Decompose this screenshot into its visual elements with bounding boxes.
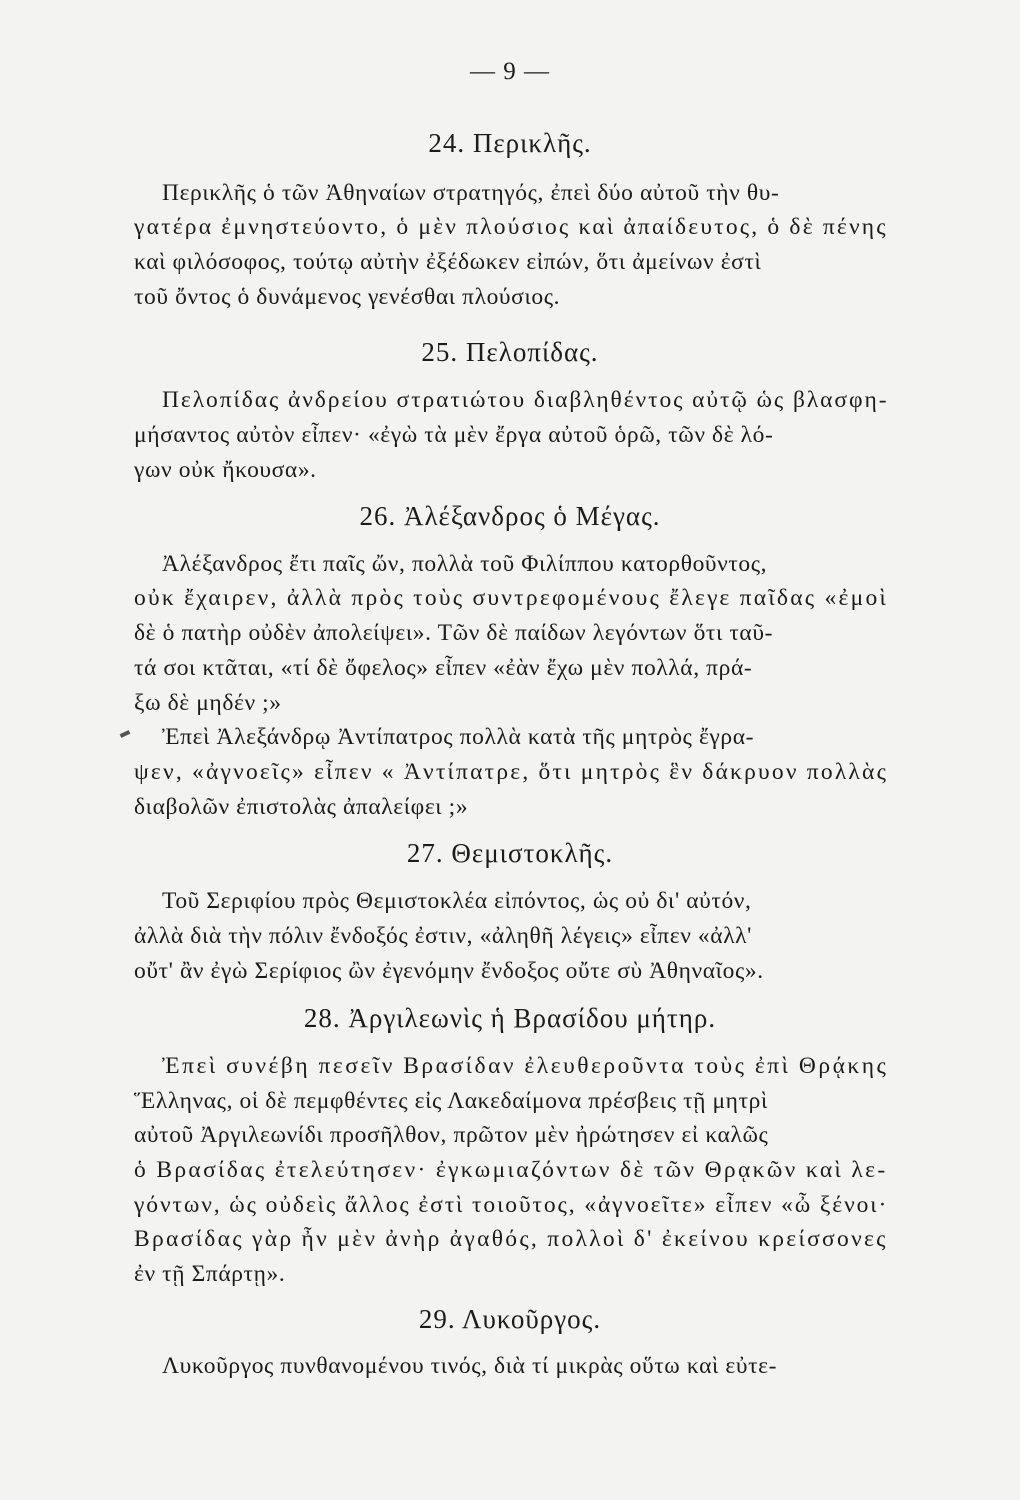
section-heading: 28. Ἀργιλεωνὶς ἡ Βρασίδου μήτηρ.	[303, 1003, 717, 1033]
text-line: γόντων, ὡς οὐδεὶς ἄλλος ἐστὶ τοιοῦτος, «ἀγνοεῖτε» εἶπεν «ὦ ξένοι·	[134, 1192, 889, 1218]
text-line: τοῦ ὄντος ὁ δυνάμενος γενέσθαι πλούσιος.	[134, 284, 561, 310]
text-line: Λυκοῦργος πυνθανομένου τινός, διὰ τί μικρὰς οὕτω καὶ εὐτε-	[162, 1353, 778, 1379]
text-line: γατέρα ἐμνηστεύοντο, ὁ μὲν πλούσιος καὶ ἀπαίδευτος, ὁ δὲ πένης	[134, 214, 888, 240]
text-line: Ἐπεὶ Ἀλεξάνδρῳ Ἀντίπατρος πολλὰ κατὰ τῆς μητρὸς ἔγρα-	[162, 724, 755, 750]
section-heading: 27. Θεμιστοκλῆς.	[406, 838, 614, 868]
text-line: Ἕλληνας, οἱ δὲ πεμφθέντες εἰς Λακεδαίμονα πρέσβεις τῇ μητρὶ	[134, 1088, 768, 1114]
section-heading: 26. Ἀλέξανδρος ὁ Μέγας.	[359, 501, 661, 531]
section-heading: 25. Πελοπίδας.	[421, 337, 599, 367]
text-line: ξω δὲ μηδέν ;»	[134, 690, 282, 716]
page-number: — 9 —	[470, 58, 550, 85]
text-line: Ἐπεὶ συνέβη πεσεῖν Βρασίδαν ἐλευθεροῦντα τοὺς ἐπὶ Θρᾴκης	[162, 1053, 889, 1079]
text-line: γων οὐκ ἤκουσα».	[134, 457, 317, 483]
text-line: διαβολῶν ἐπιστολὰς ἀπαλείφει ;»	[134, 794, 469, 820]
text-line: Πελοπίδας ἀνδρείου στρατιώτου διαβληθέντος αὐτῷ ὡς βλασφη-	[162, 387, 889, 413]
section-heading: 24. Περικλῆς.	[428, 128, 592, 158]
text-line: ὁ Βρασίδας ἐτελεύτησεν· ἐγκωμιαζόντων δὲ τῶν Θρᾳκῶν καὶ λε-	[134, 1157, 888, 1183]
text-line: ἐν τῇ Σπάρτῃ».	[134, 1261, 286, 1287]
text-line: ψεν, «ἀγνοεῖς» εἶπεν « Ἀντίπατρε, ὅτι μητρὸς ἓν δάκρυον πολλὰς	[134, 759, 889, 785]
text-line: ἀλλὰ διὰ τὴν πόλιν ἔνδοξός ἐστιν, «ἀληθῆ λέγεις» εἶπεν «ἀλλ'	[134, 923, 753, 949]
text-line: Τοῦ Σεριφίου πρὸς Θεμιστοκλέα εἰπόντος, ὡς οὐ δι' αὐτόν,	[162, 888, 752, 914]
text-line: Βρασίδας γὰρ ἦν μὲν ἀνὴρ ἀγαθός, πολλοὶ δ' ἐκείνου κρείσσονες	[134, 1226, 888, 1252]
text-line: οὔτ' ἂν ἐγὼ Σερίφιος ὢν ἐγενόμην ἔνδοξος οὔτε σὺ Ἀθηναῖος».	[134, 958, 764, 984]
text-line: αὐτοῦ Ἀργιλεωνίδι προσῆλθον, πρῶτον μὲν ἠρώτησεν εἰ καλῶς	[134, 1122, 769, 1148]
text-line: οὐκ ἔχαιρεν, ἀλλὰ πρὸς τοὺς συντρεφομένους ἔλεγε παῖδας «ἐμοὶ	[134, 585, 889, 611]
text-line: τά σοι κτᾶται, «τί δὲ ὄφελος» εἶπεν «ἐὰν ἔχω μὲν πολλά, πρά-	[134, 655, 753, 681]
text-line: δὲ ὁ πατὴρ οὐδὲν ἀπολείψει». Τῶν δὲ παίδων λεγόντων ὅτι ταῦ-	[134, 620, 773, 646]
text-line: μήσαντος αὐτὸν εἶπεν· «ἐγὼ τὰ μὲν ἔργα αὐτοῦ ὁρῶ, τῶν δὲ λό-	[134, 422, 774, 448]
text-line: Περικλῆς ὁ τῶν Ἀθηναίων στρατηγός, ἐπεὶ δύο αὐτοῦ τὴν θυ-	[162, 180, 780, 206]
text-line: Ἀλέξανδρος ἔτι παῖς ὤν, πολλὰ τοῦ Φιλίππου κατορθοῦντος,	[162, 551, 768, 577]
text-line: καὶ φιλόσοφος, τούτῳ αὐτὴν ἐξέδωκεν εἰπών, ὅτι ἀμείνων ἐστὶ	[134, 249, 762, 275]
section-heading: 29. Λυκοῦργος.	[418, 1304, 602, 1334]
margin-mark	[120, 730, 131, 738]
